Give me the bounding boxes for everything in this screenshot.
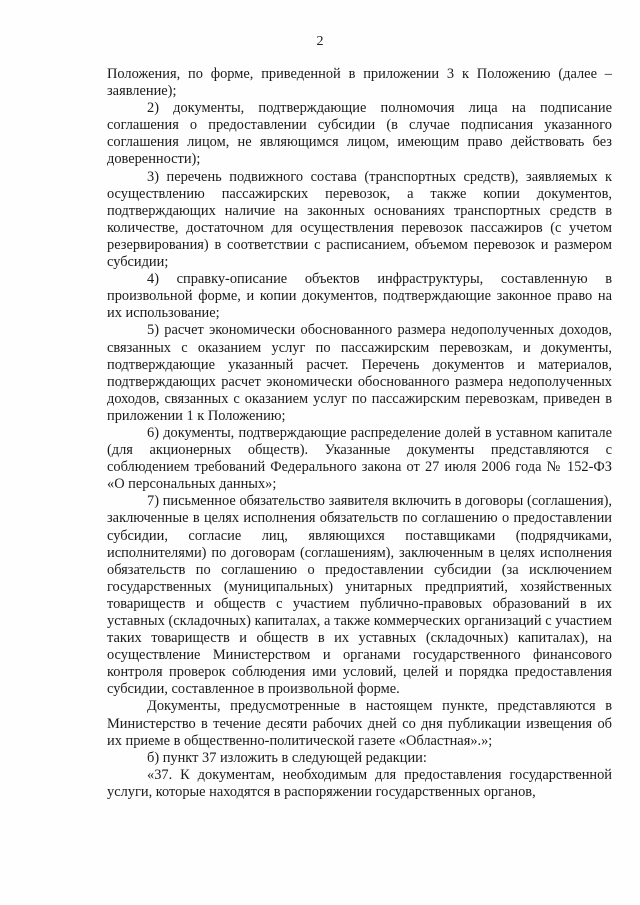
- paragraph-documents-deadline: Документы, предусмотренные в настоящем пункте, представляются в Министерство в течение десяти рабочих дней со дня публикации извещения об их приеме в общественно-политической газете «Областная».»;: [107, 698, 612, 749]
- paragraph-1-continuation: Положения, по форме, приведенной в приложении 3 к Положению (далее – заявление);: [107, 66, 612, 100]
- paragraph-item-3: 3) перечень подвижного состава (транспортных средств), заявляемых к осуществлению пассажирских перевозок, а также копии документов, подтверждающих наличие на законных основаниях транспортных средств в количестве, достаточном для осуществления перевозок пассажиров (с учетом резервирования) в соответствии с расписанием, объемом перевозок и размером субсидии;: [107, 168, 612, 271]
- paragraph-item-4: 4) справку-описание объектов инфраструктуры, составленную в произвольной форме, и копии документов, подтверждающие законное право на их использование;: [107, 271, 612, 322]
- paragraph-item-7: 7) письменное обязательство заявителя включить в договоры (соглашения), заключенные в целях исполнения обязательств по соглашению о предоставлении субсидии, согласие лиц, являющихся поставщиками (подрядчиками, исполнителями) по договорам (соглашениям), заключенным в целях исполнения обязательств по соглашению о предоставлении субсидии (за исключением государственных (муниципальных) унитарных предприятий, хозяйственных товариществ и обществ с участием публично-правовых образований в их уставных (складочных) капиталах, а также коммерческих организаций с участием таких товариществ и обществ в их уставных (складочных) капиталах), на осуществление Министерством и органами государственного финансового контроля проверок соблюдения ими условий, целей и порядка предоставления субсидии, составленное в произвольной форме.: [107, 493, 612, 698]
- page-number: 2: [316, 34, 324, 49]
- paragraph-clause-37: «37. К документам, необходимым для предоставления государственной услуги, которые находятся в распоряжении государственных органов,: [107, 766, 612, 800]
- paragraph-item-2: 2) документы, подтверждающие полномочия лица на подписание соглашения о предоставлении субсидии (в случае подписания указанного соглашения лицом, не являющимся лицом, имеющим право действовать без доверенности);: [107, 100, 612, 168]
- paragraph-item-6: 6) документы, подтверждающие распределение долей в уставном капитале (для акционерных обществ). Указанные документы представляются с соблюдением требований Федерального закона от 27 июля 2006 года № 152-ФЗ «О персональных данных»;: [107, 424, 612, 493]
- paragraph-amendment-b: б) пункт 37 изложить в следующей редакции:: [147, 749, 427, 766]
- paragraph-item-5: 5) расчет экономически обоснованного размера недополученных доходов, связанных с оказанием услуг по пассажирским перевозкам, и документы, подтверждающие указанный расчет. Перечень документов и материалов, подтверждающих расчет экономически обоснованного размера недополученных доходов, связанных с оказанием услуг по пассажирским перевозкам, приведен в приложении 1 к Положению;: [107, 322, 612, 424]
- document-body: [107, 66, 612, 801]
